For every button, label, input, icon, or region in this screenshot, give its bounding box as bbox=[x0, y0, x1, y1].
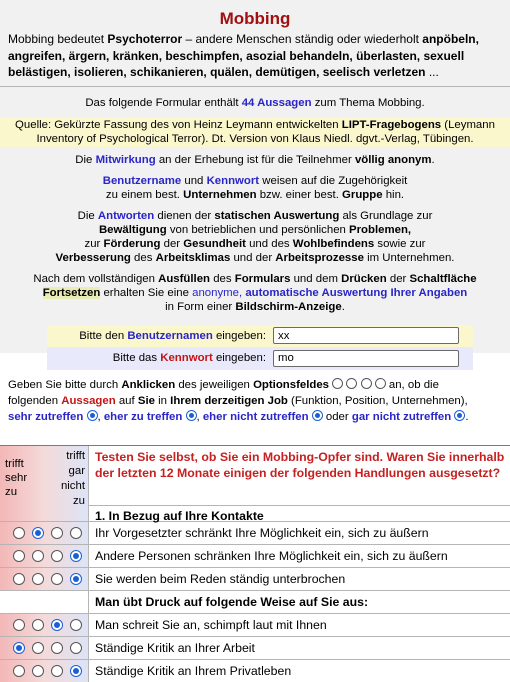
answer-radio-3[interactable] bbox=[51, 550, 63, 562]
source-note: Quelle: Gekürzte Fassung des von Heinz Leymann entwickelten LIPT-Fragebogens (Leymann Inventory of Psychological Terror). Dt. Version von Klaus Niedl. dgvt.-Verlag, Tübingen. bbox=[0, 117, 510, 147]
answer-options bbox=[0, 568, 89, 590]
anonymity-note: Die Mitwirkung an der Erhebung ist für die Teilnehmer völlig anonym. bbox=[75, 153, 435, 166]
answer-radio-1[interactable] bbox=[13, 527, 25, 539]
answer-options bbox=[0, 637, 89, 659]
divider bbox=[0, 86, 510, 87]
answer-options bbox=[0, 522, 89, 544]
question-text: Man übt Druck auf folgende Weise auf Sie aus: bbox=[95, 595, 369, 609]
username-row bbox=[47, 325, 473, 347]
answer-radio-3[interactable] bbox=[51, 619, 63, 631]
answer-radio-1[interactable] bbox=[13, 665, 25, 677]
radio-checked-icon bbox=[87, 410, 98, 421]
page-title: Mobbing bbox=[219, 9, 291, 28]
answer-radio-3[interactable] bbox=[51, 642, 63, 654]
password-label: Bitte das Kennwort eingeben: bbox=[112, 352, 266, 364]
question-text: Man schreit Sie an, schimpft laut mit Ihnen bbox=[95, 618, 327, 632]
answer-radio-2[interactable] bbox=[32, 573, 44, 585]
radio-sample-icon bbox=[332, 378, 343, 389]
answer-radio-4[interactable] bbox=[70, 573, 82, 585]
scale-left-label: trifft sehr zu bbox=[5, 458, 28, 498]
username-label: Bitte den Benutzernamen eingeben: bbox=[79, 329, 266, 342]
radio-sample-icon bbox=[361, 378, 372, 389]
answer-radio-4[interactable] bbox=[70, 550, 82, 562]
purpose-note: Die Antworten dienen der statischen Auswertung als Grundlage zur Bewältigung von betrieblichen und persönlichen Problemen, zur Förderung der Gesundheit und des Wohlbefindens sowie zur Verbesserung des Arbeitsklimas und der Arbeitsprozesse im Unternehmen. bbox=[55, 209, 455, 264]
radio-checked-icon bbox=[186, 410, 197, 421]
header-text bbox=[89, 446, 510, 521]
question-row bbox=[0, 659, 510, 682]
answer-radio-3[interactable] bbox=[51, 573, 63, 585]
answer-options bbox=[0, 614, 89, 636]
scale-header bbox=[0, 446, 89, 521]
question-rows bbox=[0, 521, 510, 682]
answer-options bbox=[0, 660, 89, 682]
question-text: Ständige Kritik an Ihrer Arbeit bbox=[95, 641, 255, 655]
answer-radio-2[interactable] bbox=[32, 665, 44, 677]
answer-radio-4[interactable] bbox=[70, 527, 82, 539]
answer-options bbox=[0, 591, 89, 613]
result-note: Nach dem vollständigen Ausfüllen des Formulars und dem Drücken der Schaltfläche Fortsetzen erhalten Sie eine anonyme, automatische Auswertung Ihrer Angaben in Form einer Bildschirm-Anzeige. bbox=[33, 272, 477, 313]
form-note: Das folgende Formular enthält 44 Aussagen zum Thema Mobbing. bbox=[85, 96, 425, 109]
answer-radio-3[interactable] bbox=[51, 665, 63, 677]
answer-radio-2[interactable] bbox=[32, 550, 44, 562]
answer-radio-1[interactable] bbox=[13, 573, 25, 585]
radio-sample-icon bbox=[375, 378, 386, 389]
header-question: Testen Sie selbst, ob Sie ein Mobbing-Opfer sind. Waren Sie innerhalb der letzten 12 Monate einigen der folgenden Handlungen ausgesetzt? bbox=[95, 450, 505, 480]
username-input[interactable] bbox=[273, 327, 459, 344]
answer-radio-2[interactable] bbox=[32, 527, 44, 539]
question-row bbox=[0, 567, 510, 590]
answer-radio-2[interactable] bbox=[32, 642, 44, 654]
radio-sample-icon bbox=[346, 378, 357, 389]
answer-radio-1[interactable] bbox=[13, 642, 25, 654]
grid-header bbox=[0, 446, 510, 521]
question-row bbox=[0, 521, 510, 544]
subsection-row bbox=[0, 590, 510, 613]
intro-text: Mobbing bedeutet Psychoterror – andere Menschen ständig oder wiederholt anpöbeln, angreifen, ärgern, kränken, beschimpfen, asozial behandeln, überlasten, sexuell belästigen, isolieren, schikanieren, quälen, demütigen, seelisch verletzen ... bbox=[8, 32, 479, 79]
question-row bbox=[0, 544, 510, 567]
answer-radio-3[interactable] bbox=[51, 527, 63, 539]
scale-right-label: trifft gar nicht zu bbox=[60, 450, 85, 507]
question-grid bbox=[0, 445, 510, 682]
question-text: Ihr Vorgesetzter schränkt Ihre Möglichkeit ein, sich zu äußern bbox=[95, 526, 429, 540]
answer-radio-2[interactable] bbox=[32, 619, 44, 631]
login-form bbox=[47, 325, 473, 370]
radio-checked-icon bbox=[312, 410, 323, 421]
instructions: Geben Sie bitte durch Anklicken des jeweiligen Optionsfeldes an, ob die folgenden Aussagen auf Sie in Ihrem derzeitigen Job (Funktion, Position, Unternehmen), sehr zutreffen , eher zu treffen , eher nicht zutreffen oder gar nicht zutreffen . bbox=[8, 379, 469, 423]
answer-options bbox=[0, 545, 89, 567]
question-text: Andere Personen schränken Ihre Möglichkeit ein, sich zu äußern bbox=[95, 549, 448, 563]
section-heading: 1. In Bezug auf Ihre Kontakte bbox=[89, 505, 510, 525]
answer-radio-4[interactable] bbox=[70, 665, 82, 677]
credentials-note: Benutzername und Kennwort weisen auf die Zugehörigkeit zu einem best. Unternehmen bzw. einer best. Gruppe hin. bbox=[102, 174, 408, 201]
answer-radio-1[interactable] bbox=[13, 619, 25, 631]
answer-radio-4[interactable] bbox=[70, 642, 82, 654]
radio-checked-icon bbox=[454, 410, 465, 421]
question-text: Sie werden beim Reden ständig unterbrochen bbox=[95, 572, 346, 586]
answer-radio-1[interactable] bbox=[13, 550, 25, 562]
password-input[interactable] bbox=[273, 350, 459, 367]
question-text: Ständige Kritik an Ihrem Privatleben bbox=[95, 664, 292, 678]
question-row bbox=[0, 636, 510, 659]
question-row bbox=[0, 613, 510, 636]
answer-radio-4[interactable] bbox=[70, 619, 82, 631]
